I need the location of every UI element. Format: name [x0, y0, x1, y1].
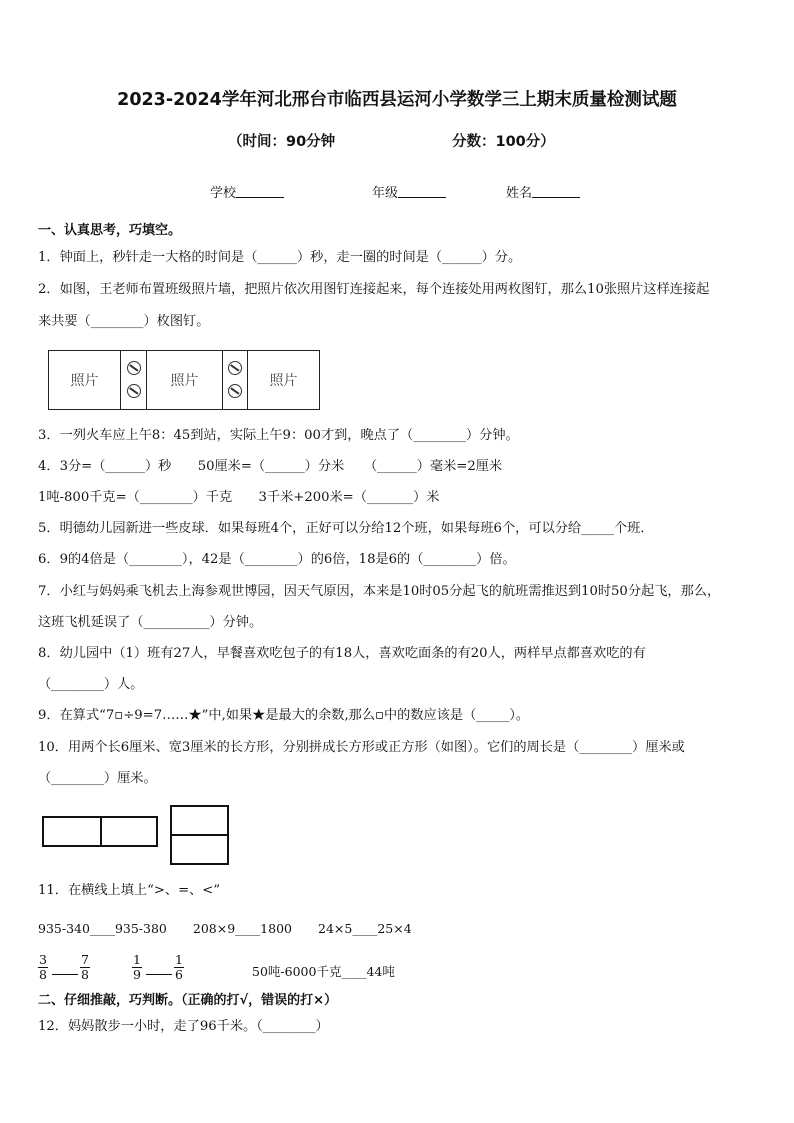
pin-pair-2	[223, 351, 248, 409]
question-2-line-1: 2．如图，王老师布置班级照片墙，把照片依次用图钉连接起来，每个连接处用两枚图钉，那么10张照片这样连接起	[38, 282, 710, 297]
question-10-line-2: （________）厘米。	[38, 771, 157, 786]
rectangle-right	[100, 816, 158, 847]
question-11: 11．在横线上填上“>、=、<”	[38, 883, 221, 898]
exam-time: （时间：90分钟	[228, 134, 336, 150]
rectangle-top	[170, 805, 229, 836]
section-1-heading: 一、认真思考，巧填空。	[38, 223, 182, 238]
question-10-line-1: 10．用两个长6厘米、宽3厘米的长方形，分别拼成长方形或正方形（如图）。它们的周长是（________）厘米或	[38, 740, 685, 755]
pin-icon	[228, 384, 242, 398]
page-title: 2023-2024学年河北邢台市临西县运河小学数学三上期末质量检测试题	[117, 90, 677, 110]
compare-3: 24×5____25×4	[318, 921, 412, 936]
question-3: 3．一列火车应上午8：45到站，实际上午9：00才到，晚点了（________）分钟。	[38, 428, 519, 443]
question-7-line-1: 7．小红与妈妈乘飞机去上海参观世博园，因天气原因，本来是10时05分起飞的航班需推迟到10时50分起飞，那么，	[38, 584, 721, 599]
question-7-line-2: 这班飞机延误了（__________）分钟。	[38, 615, 263, 630]
pin-icon	[228, 361, 242, 375]
compare-4: 50吨-6000千克____44吨	[252, 964, 395, 979]
pin-icon	[127, 384, 141, 398]
photo-wall-figure	[48, 350, 320, 410]
question-12: 12．妈妈散步一小时，走了96千米。（________）	[38, 1019, 329, 1034]
question-8-line-2: （________）人。	[38, 677, 144, 692]
grade-field: 年级	[372, 182, 446, 201]
question-4-line-1: 4．3分=（______）秒 50厘米=（______）分米 （______）毫米=2厘米	[38, 459, 503, 474]
blank-line	[146, 974, 172, 975]
fraction-7-8: $\frac{7}{8}$	[81, 952, 89, 982]
question-5: 5．明德幼儿园新进一些皮球．如果每班4个，正好可以分给12个班，如果每班6个，可以分给_____个班．	[38, 521, 654, 536]
question-6: 6．9的4倍是（________），42是（________）的6倍，18是6的（________）倍。	[38, 552, 516, 567]
fraction-1-6: $\frac{1}{6}$	[175, 952, 183, 982]
compare-1: 935-340____935-380	[38, 921, 167, 936]
fraction-3-8: $\frac{3}{8}$	[39, 952, 47, 982]
section-2-heading: 二、仔细推敲，巧判断。（正确的打√，错误的打×）	[38, 993, 338, 1008]
question-11-row-1	[38, 920, 412, 938]
question-1: 1．钟面上，秒针走一大格的时间是（______）秒，走一圈的时间是（______）分。	[38, 250, 522, 265]
photo-2: 照片	[147, 351, 223, 409]
photo-1: 照片	[49, 351, 121, 409]
exam-score: 分数：100分）	[452, 134, 555, 150]
question-2-line-2: 来共要（________）枚图钉。	[38, 314, 210, 329]
photo-3: 照片	[269, 373, 298, 389]
pin-pair-1	[121, 351, 147, 409]
blank-line	[52, 974, 78, 975]
fraction-1-9: $\frac{1}{9}$	[133, 952, 141, 982]
pin-icon	[127, 361, 141, 375]
compare-2: 208×9____1800	[192, 921, 292, 936]
rectangle-left	[42, 816, 102, 847]
name-field: 姓名	[506, 182, 580, 201]
question-9: 9．在算式“7▫÷9=7……★”中,如果★是最大的余数,那么▫中的数应该是（_____）。	[38, 708, 530, 723]
school-field: 学校	[210, 182, 284, 201]
question-8-line-1: 8．幼儿园中（1）班有27人，早餐喜欢吃包子的有18人，喜欢吃面条的有20人，两样早点都喜欢吃的有	[38, 646, 646, 661]
rectangle-bottom	[170, 834, 229, 865]
question-4-line-2: 1吨-800千克=（________）千克 3千米+200米=（_______）米	[38, 490, 440, 505]
